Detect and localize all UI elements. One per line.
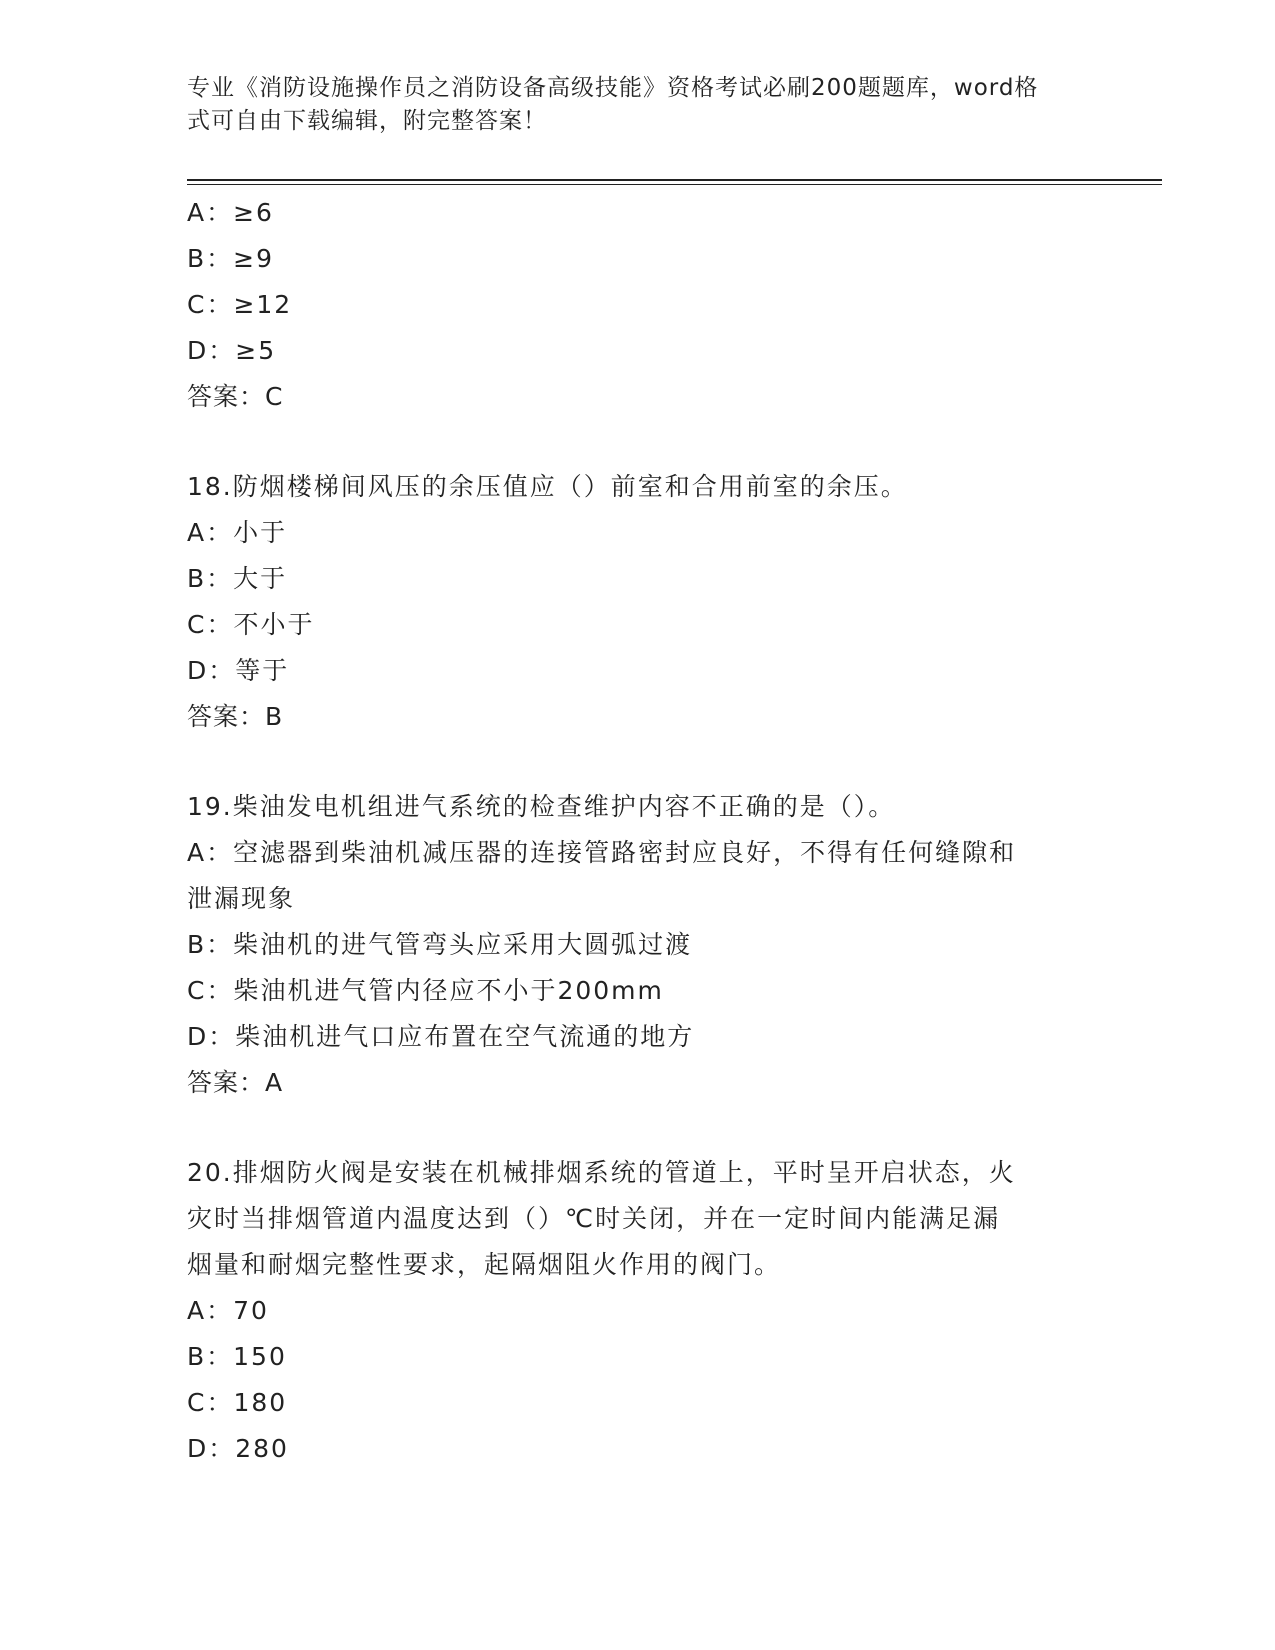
question-17-continued [187, 190, 1087, 420]
question-text: 19.柴油发电机组进气系统的检查维护内容不正确的是（）。 [187, 792, 896, 821]
option-line: A：空滤器到柴油机减压器的连接管路密封应良好，不得有任何缝隙和 [187, 838, 1017, 867]
option-line: B：150 [187, 1342, 287, 1371]
header-line-1: 专业《消防设施操作员之消防设备高级技能》资格考试必刷200题题库，word格 [187, 75, 1039, 101]
option-line: C：180 [187, 1388, 288, 1417]
answer-line: 答案：A [187, 1068, 284, 1097]
option-line: B：大于 [187, 564, 288, 593]
question-text: 20.排烟防火阀是安装在机械排烟系统的管道上，平时呈开启状态，火 [187, 1158, 1016, 1187]
option-line: D：等于 [187, 656, 290, 685]
answer-line: 答案：C [187, 382, 284, 411]
question-list [187, 190, 1087, 1472]
option-line: C：柴油机进气管内径应不小于200mm [187, 976, 664, 1005]
option-line: C：不小于 [187, 610, 315, 639]
option-line: D：柴油机进气口应布置在空气流通的地方 [187, 1022, 695, 1051]
document-header [187, 72, 1087, 138]
question-19 [187, 784, 1087, 1106]
header-divider-thick [187, 179, 1162, 181]
option-line: D：280 [187, 1434, 289, 1463]
question-text-continued: 灾时当排烟管道内温度达到（）℃时关闭，并在一定时间内能满足漏 [187, 1204, 1001, 1233]
option-line: A：小于 [187, 518, 288, 547]
question-18 [187, 464, 1087, 740]
question-text: 18.防烟楼梯间风压的余压值应（）前室和合用前室的余压。 [187, 472, 908, 501]
option-line: B：柴油机的进气管弯头应采用大圆弧过渡 [187, 930, 693, 959]
header-line-2: 式可自由下载编辑，附完整答案！ [187, 108, 547, 134]
option-line: D：≥5 [187, 336, 277, 365]
option-line: C：≥12 [187, 290, 293, 319]
answer-line: 答案：B [187, 702, 284, 731]
option-line: A：≥6 [187, 198, 274, 227]
question-text-continued: 烟量和耐烟完整性要求，起隔烟阻火作用的阀门。 [187, 1250, 782, 1279]
option-line: B：≥9 [187, 244, 275, 273]
question-20 [187, 1150, 1087, 1472]
option-line-continued: 泄漏现象 [187, 884, 296, 913]
option-line: A：70 [187, 1296, 269, 1325]
header-divider-thin [187, 184, 1162, 185]
